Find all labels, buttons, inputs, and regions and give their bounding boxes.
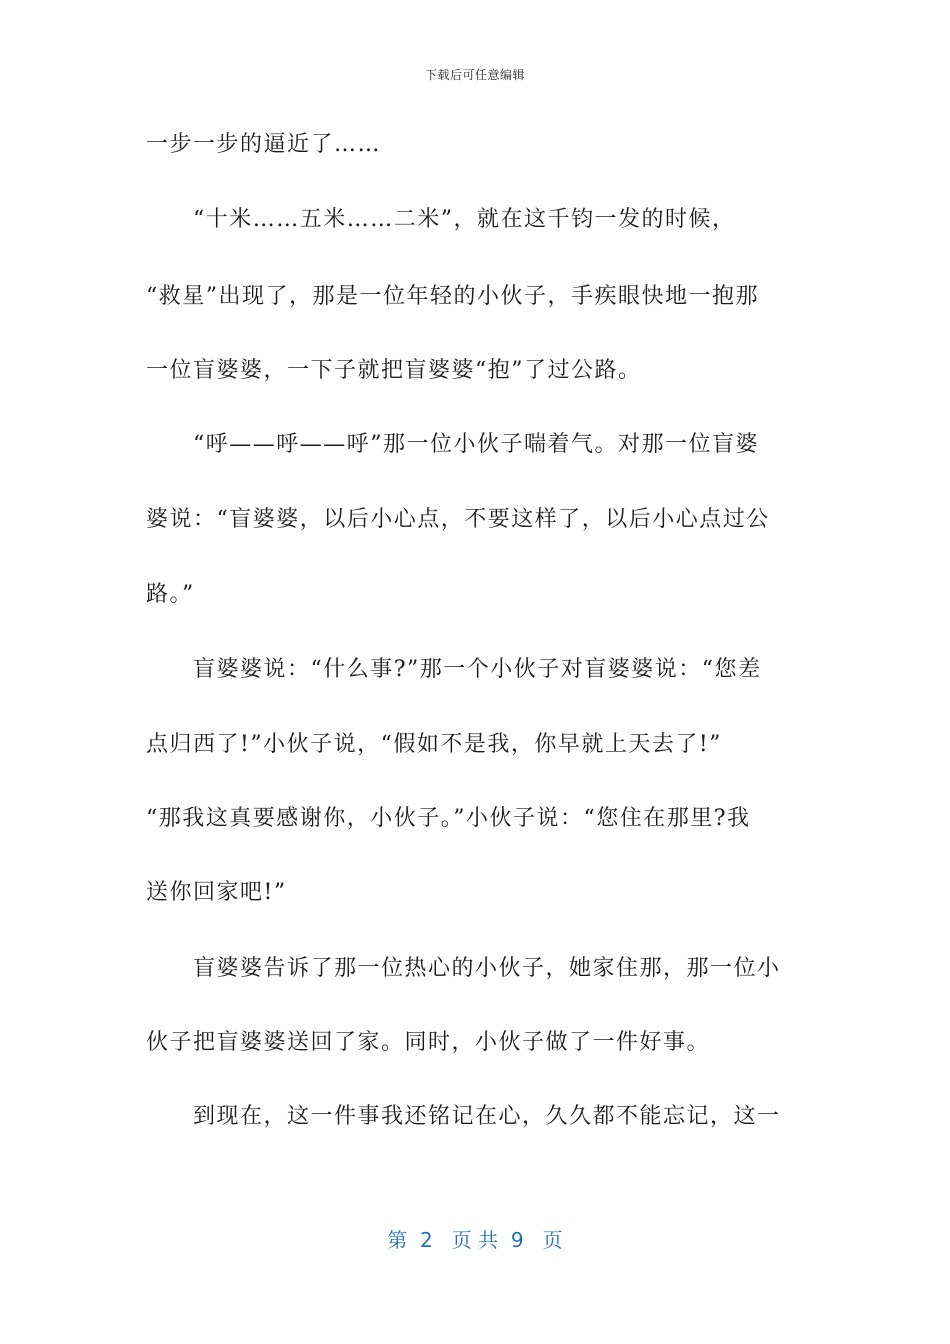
body-line: “那我这真要感谢你，小伙子。”小伙子说：“您住在那里?我 bbox=[146, 806, 751, 831]
header-note: 下载后可任意编辑 bbox=[424, 68, 525, 82]
body-line: 一步一步的逼近了…… bbox=[146, 132, 382, 157]
body-line: “呼——呼——呼”那一位小伙子喘着气。对那一位盲婆 bbox=[146, 432, 759, 457]
body-line: 到现在，这一件事我还铭记在心，久久都不能忘记，这一 bbox=[146, 1104, 781, 1129]
body-line: 盲婆婆告诉了那一位热心的小伙子，她家住那，那一位小 bbox=[146, 956, 781, 981]
body-line: 路。” bbox=[146, 582, 195, 607]
body-line: 送你回家吧!” bbox=[146, 880, 287, 905]
body-line: 婆说：“盲婆婆，以后小心点，不要这样了，以后小心点过公 bbox=[146, 507, 770, 532]
body-line: “十米……五米……二米”，就在这千钧一发的时候， bbox=[146, 207, 736, 232]
body-line: 盲婆婆说：“什么事?”那一个小伙子对盲婆婆说：“您差 bbox=[146, 657, 762, 682]
page-number-footer: 第 2 页 共 9 页 bbox=[387, 1228, 563, 1252]
body-line: “救星”出现了，那是一位年轻的小伙子，手疾眼快地一抱那 bbox=[146, 284, 759, 309]
body-line: 点归西了!”小伙子说，“假如不是我，你早就上天去了!” bbox=[146, 732, 722, 757]
body-line: 一位盲婆婆，一下子就把盲婆婆“抱”了过公路。 bbox=[146, 358, 642, 383]
body-line: 伙子把盲婆婆送回了家。同时，小伙子做了一件好事。 bbox=[146, 1030, 711, 1055]
